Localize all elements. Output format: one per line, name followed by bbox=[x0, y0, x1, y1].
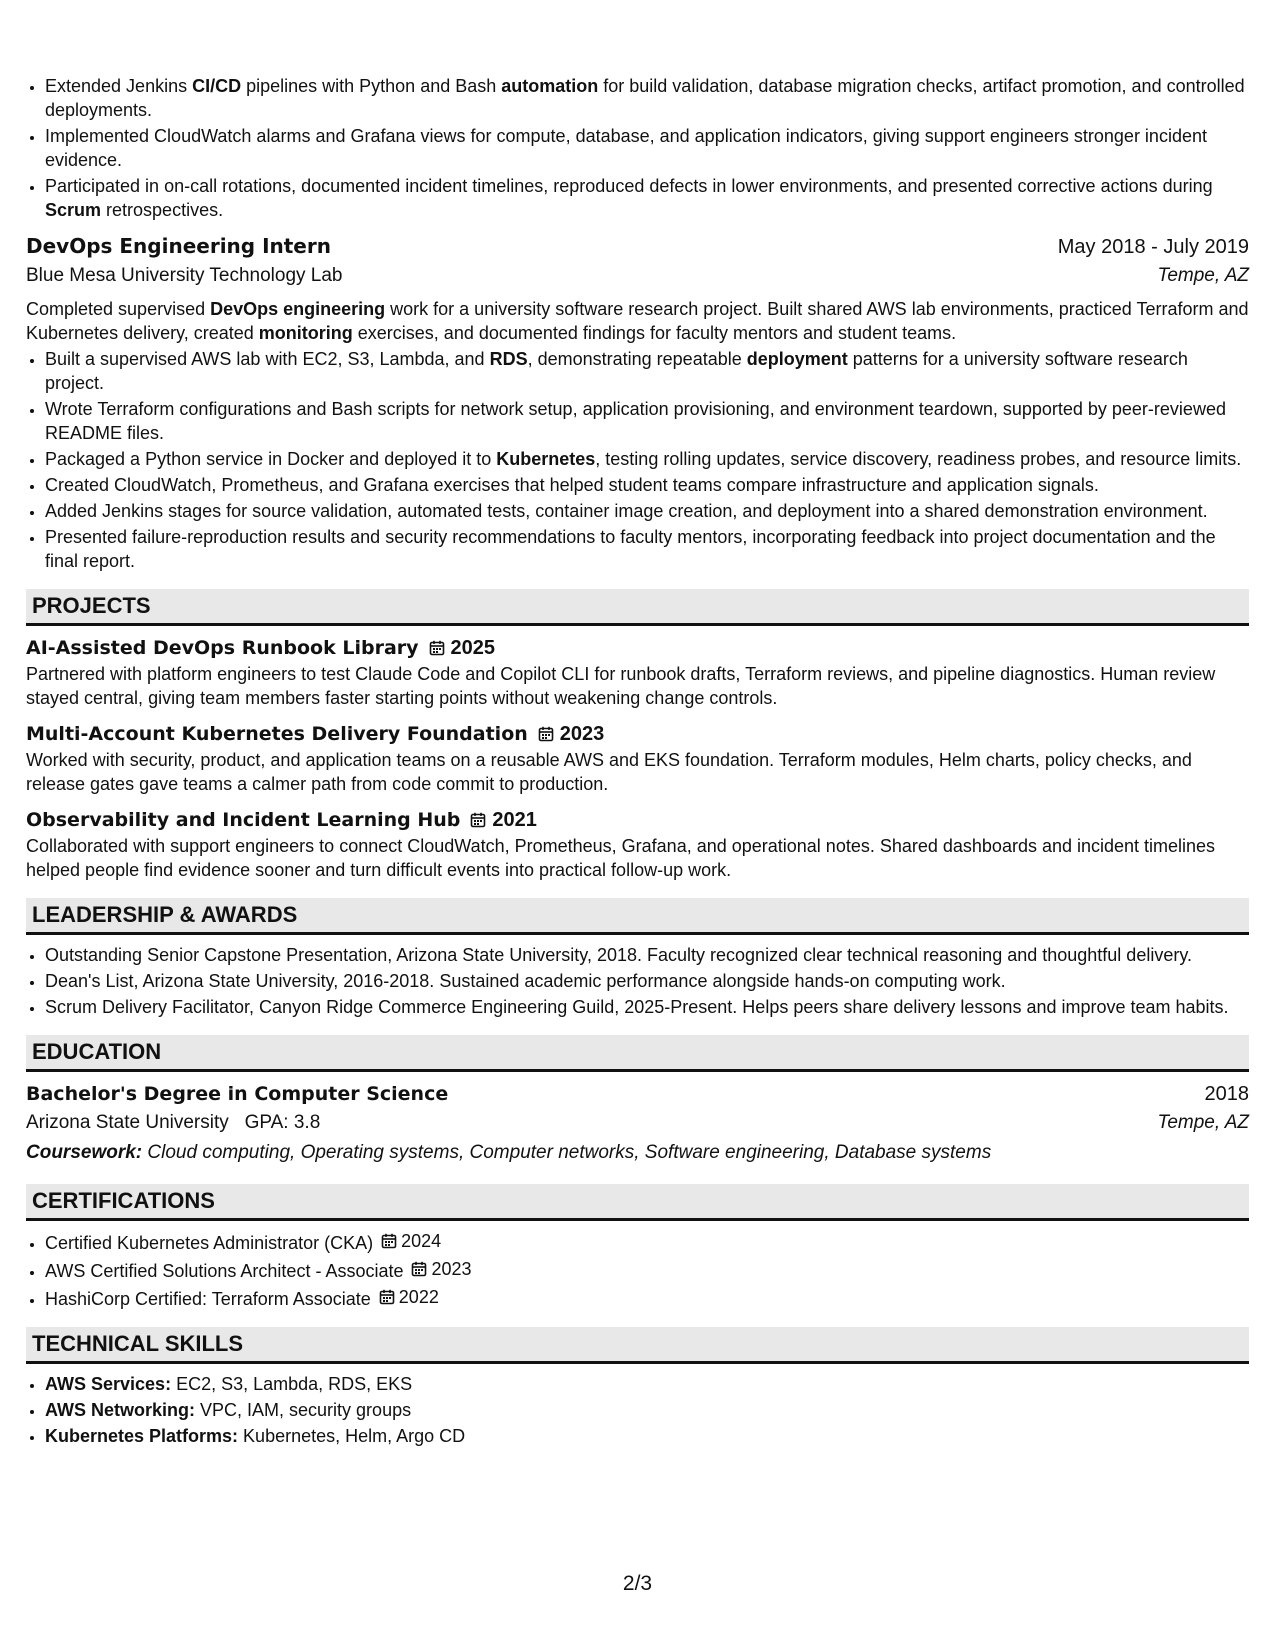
cert-name: Certified Kubernetes Administrator (CKA) bbox=[45, 1233, 374, 1253]
section-heading-leadership: LEADERSHIP & AWARDS bbox=[26, 898, 1249, 935]
list-item: • Extended Jenkins CI/CD pipelines with Python and Bash automation for build validation, database migration checks, artifact promotion, and controlled deployments. bbox=[45, 74, 1249, 122]
school-location: Tempe, AZ bbox=[1157, 1112, 1249, 1133]
gpa: GPA: 3.8 bbox=[244, 1112, 321, 1133]
certifications-list bbox=[26, 1229, 1249, 1311]
resume-page bbox=[26, 74, 1249, 1450]
skill-value: Kubernetes, Helm, Argo CD bbox=[238, 1426, 466, 1446]
cert-name: AWS Certified Solutions Architect - Associate bbox=[45, 1261, 404, 1281]
calendar-icon bbox=[538, 726, 554, 742]
list-item bbox=[45, 1257, 1249, 1283]
education-entry bbox=[26, 1080, 1249, 1168]
prior-job-bullets bbox=[26, 74, 1249, 222]
project-description: Worked with security, product, and application teams on a reusable AWS and EKS foundation. Terraform modules, Helm charts, policy checks, and release gates gave teams a calmer path from code commit to production. bbox=[26, 750, 1192, 794]
project-description: Partnered with platform engineers to test Claude Code and Copilot CLI for runbook drafts, Terraform reviews, and pipeline diagnostics. Human review stayed central, giving team members faster starting points without weakening change controls. bbox=[26, 664, 1216, 708]
calendar-icon bbox=[379, 1289, 395, 1305]
section-heading-education: EDUCATION bbox=[26, 1035, 1249, 1072]
list-item: • Outstanding Senior Capstone Presentation, Arizona State University, 2018. Faculty recognized clear technical reasoning and thoughtful delivery. bbox=[45, 943, 1249, 967]
project-entry bbox=[26, 720, 1249, 796]
calendar-icon bbox=[411, 1261, 427, 1277]
list-item bbox=[45, 1398, 1249, 1422]
job-summary: Completed supervised DevOps engineering work for a university software research project. Built shared AWS lab environments, practiced Terraform and Kubernetes delivery, created monitoring exercises, and documented findings for faculty mentors and student teams. bbox=[26, 299, 1249, 343]
project-entry bbox=[26, 634, 1249, 710]
list-item bbox=[45, 1372, 1249, 1396]
coursework: Coursework: Cloud computing, Operating systems, Computer networks, Software engineering, Database systems bbox=[26, 1142, 992, 1163]
list-item: • Added Jenkins stages for source validation, automated tests, container image creation, and deployment into a shared demonstration environment. bbox=[45, 499, 1249, 523]
project-year: 2025 bbox=[450, 637, 496, 659]
job-organization: Blue Mesa University Technology Lab bbox=[26, 265, 343, 286]
cert-year: 2022 bbox=[398, 1287, 439, 1307]
list-item bbox=[45, 1285, 1249, 1311]
project-title: Multi-Account Kubernetes Delivery Foundation bbox=[26, 723, 528, 745]
cert-year: 2024 bbox=[401, 1231, 442, 1251]
list-item: • Created CloudWatch, Prometheus, and Grafana exercises that helped student teams compare infrastructure and application signals. bbox=[45, 473, 1249, 497]
school-name: Arizona State University bbox=[26, 1112, 229, 1133]
list-item: • Packaged a Python service in Docker and deployed it to Kubernetes, testing rolling updates, service discovery, readiness probes, and resource limits. bbox=[45, 447, 1249, 471]
job-title: DevOps Engineering Intern bbox=[26, 234, 331, 258]
skill-label: AWS Networking: bbox=[45, 1400, 196, 1420]
calendar-icon bbox=[429, 640, 445, 656]
list-item: • Scrum Delivery Facilitator, Canyon Ridge Commerce Engineering Guild, 2025-Present. Helps peers share delivery lessons and improve team habits. bbox=[45, 995, 1249, 1019]
list-item bbox=[45, 1229, 1249, 1255]
project-entry bbox=[26, 806, 1249, 882]
section-heading-projects: PROJECTS bbox=[26, 589, 1249, 626]
project-description: Collaborated with support engineers to connect CloudWatch, Prometheus, Grafana, and operational notes. Shared dashboards and incident timelines helped people find evidence sooner and turn difficult events into practical follow-up work. bbox=[26, 836, 1216, 880]
list-item: • Dean's List, Arizona State University, 2016-2018. Sustained academic performance alongside hands-on computing work. bbox=[45, 969, 1249, 993]
project-year: 2023 bbox=[559, 723, 605, 745]
cert-year: 2023 bbox=[431, 1259, 472, 1279]
section-heading-certifications: CERTIFICATIONS bbox=[26, 1184, 1249, 1221]
list-item: • Wrote Terraform configurations and Bash scripts for network setup, application provisioning, and environment teardown, supported by peer-reviewed README files. bbox=[45, 397, 1249, 445]
project-year: 2021 bbox=[492, 809, 537, 831]
list-item: • Participated in on-call rotations, documented incident timelines, reproduced defects in lower environments, and presented corrective actions during Scrum retrospectives. bbox=[45, 174, 1249, 222]
project-title: AI-Assisted DevOps Runbook Library bbox=[26, 637, 419, 659]
skills-list bbox=[26, 1372, 1249, 1448]
list-item: • Built a supervised AWS lab with EC2, S3, Lambda, and RDS, demonstrating repeatable deployment patterns for a university software research project. bbox=[45, 347, 1249, 395]
degree-year: 2018 bbox=[1204, 1083, 1249, 1105]
skill-value: VPC, IAM, security groups bbox=[195, 1400, 412, 1420]
list-item: • Presented failure-reproduction results and security recommendations to faculty mentors, incorporating feedback into project documentation and the final report. bbox=[45, 525, 1249, 573]
list-item bbox=[45, 1424, 1249, 1448]
intern-bullets bbox=[26, 347, 1249, 573]
degree-title: Bachelor's Degree in Computer Science bbox=[26, 1083, 449, 1105]
job-location: Tempe, AZ bbox=[1157, 265, 1249, 286]
job-entry-intern bbox=[26, 232, 1249, 573]
list-item: • Implemented CloudWatch alarms and Grafana views for compute, database, and application indicators, giving support engineers stronger incident evidence. bbox=[45, 124, 1249, 172]
section-heading-skills: TECHNICAL SKILLS bbox=[26, 1327, 1249, 1364]
skill-value: EC2, S3, Lambda, RDS, EKS bbox=[171, 1374, 413, 1394]
project-title: Observability and Incident Learning Hub bbox=[26, 809, 461, 831]
skill-label: Kubernetes Platforms: bbox=[45, 1426, 239, 1446]
skill-label: AWS Services: bbox=[45, 1374, 172, 1394]
job-date: May 2018 - July 2019 bbox=[1057, 236, 1249, 258]
page-number: 2/3 bbox=[622, 1572, 653, 1595]
cert-name: HashiCorp Certified: Terraform Associate bbox=[45, 1289, 371, 1309]
projects-list bbox=[26, 634, 1249, 882]
calendar-icon bbox=[381, 1233, 397, 1249]
coursework-label: Coursework: bbox=[26, 1142, 143, 1163]
leadership-list bbox=[26, 943, 1249, 1019]
calendar-icon bbox=[470, 812, 486, 828]
